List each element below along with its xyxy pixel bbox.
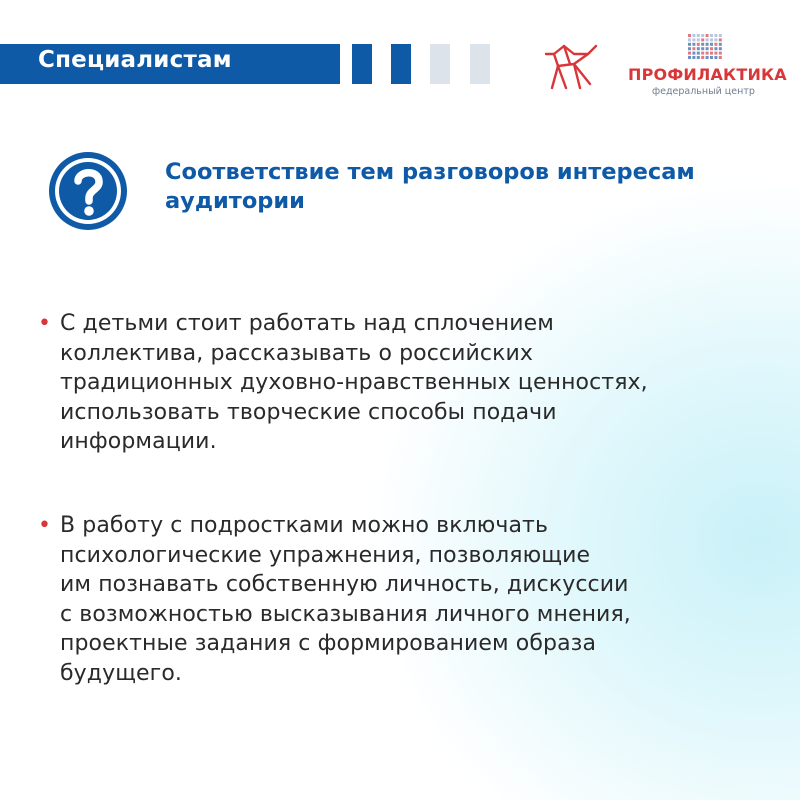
brand-name: ПРОФИЛАКТИКА [628, 65, 787, 84]
bullet-line: им познавать собственную личность, дискуссии [60, 572, 629, 597]
logo-dot [710, 38, 713, 41]
logo-dot [701, 47, 704, 50]
logo-dot [710, 56, 713, 59]
question-mark-icon [48, 151, 128, 231]
logo-dot [697, 47, 700, 50]
bullet-dot-icon: • [38, 513, 52, 538]
bullet-dot-icon: • [38, 311, 52, 336]
logo-dot [692, 38, 695, 41]
logo-dot [688, 34, 691, 37]
logo-dot [692, 34, 695, 37]
logo-dot [688, 47, 691, 50]
logo-dot [719, 34, 722, 37]
logo-dot [706, 34, 709, 37]
logo-dot [701, 56, 704, 59]
logo-dot [714, 47, 717, 50]
logo-dot [706, 47, 709, 50]
bullet-line: проектные задания с формированием образа [60, 631, 597, 656]
bullet-line: использовать творческие способы подачи [60, 399, 557, 425]
brand-subtitle: федеральный центр [652, 86, 755, 97]
header-title: Специалистам [38, 47, 232, 73]
bullet-item [38, 309, 758, 457]
logo-dot [710, 43, 713, 46]
topic-title-line: Соответствие тем разговоров интересам [165, 159, 695, 185]
logo-dot [697, 43, 700, 46]
bullet-line: психологические упражнения, позволяющие [60, 542, 591, 568]
logo-dot [714, 34, 717, 37]
logo-dot [719, 47, 722, 50]
logo-dot [692, 56, 695, 59]
logo-dot [714, 56, 717, 59]
logo-dot [701, 34, 704, 37]
logo-dot [692, 52, 695, 55]
logo-dot [701, 43, 704, 46]
logo-dot [710, 34, 713, 37]
bullet-line: коллектива, рассказывать о российских [60, 340, 534, 366]
logo-dot [719, 52, 722, 55]
logo-dot [710, 47, 713, 50]
logo-dot [701, 38, 704, 41]
logo-dot [697, 38, 700, 41]
bullet-item [38, 511, 758, 688]
logo-dot [719, 43, 722, 46]
bullet-line: информации. [60, 429, 217, 454]
logo-dot [719, 56, 722, 59]
header-stripe [470, 44, 490, 84]
logo-dot [706, 38, 709, 41]
logo-dot [697, 56, 700, 59]
logo-dot [701, 52, 704, 55]
logo-dot [710, 52, 713, 55]
logo-dot [714, 43, 717, 46]
logo-dot [714, 52, 717, 55]
logo-dot [688, 43, 691, 46]
bullet-line: будущего. [60, 660, 182, 686]
logo-dot [706, 56, 709, 59]
logo-dot [706, 43, 709, 46]
logo-dot [714, 38, 717, 41]
logo-dot [688, 52, 691, 55]
logo-dot [697, 52, 700, 55]
topic-title [165, 158, 795, 216]
topic-title-line: аудитории [165, 188, 305, 214]
logo-dot [692, 47, 695, 50]
dot-grid-icon [688, 34, 724, 62]
logo-dot [688, 38, 691, 41]
bullet-line: С детьми стоит работать над сплочением [60, 311, 555, 336]
horse-icon [544, 40, 600, 92]
bullet-line: традиционных духовно-нравственных ценностях, [60, 370, 648, 395]
logo-dot [697, 34, 700, 37]
logo-dot [692, 43, 695, 46]
logo-dot [719, 38, 722, 41]
header-stripe [430, 44, 450, 84]
bullet-line: В работу с подростками можно включать [60, 513, 549, 538]
header-stripe [391, 44, 411, 84]
logo-dot [706, 52, 709, 55]
bullet-line: с возможностью высказывания личного мнения, [60, 601, 631, 627]
header-stripe [352, 44, 372, 84]
logo-dot [688, 56, 691, 59]
